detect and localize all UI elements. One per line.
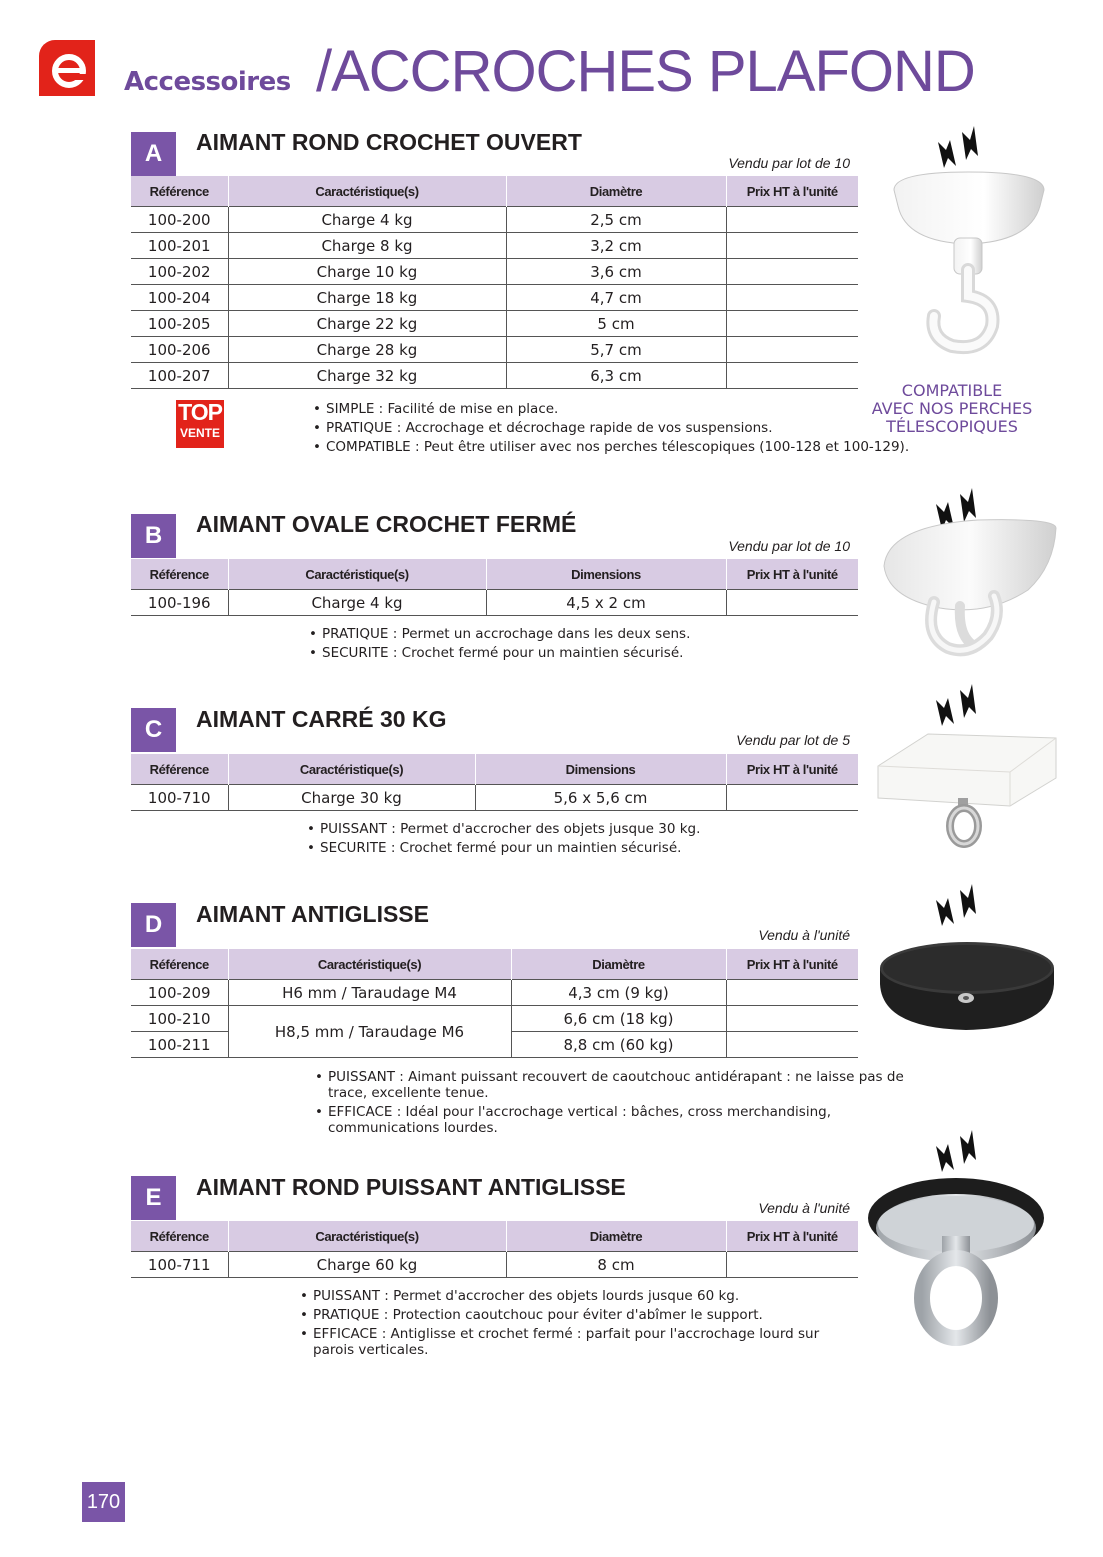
column-header: Dimensions xyxy=(486,559,726,590)
cell-feature: Charge 18 kg xyxy=(228,285,506,311)
feature-text: : Antiglisse et crochet fermé : parfait pour l'accrochage lourd sur parois verticales. xyxy=(313,1326,820,1358)
feature-item xyxy=(315,1104,905,1136)
brand-logo xyxy=(39,40,95,96)
cell-size: 5 cm xyxy=(506,311,726,337)
feature-item xyxy=(313,438,923,457)
cell-size: 4,3 cm (9 kg) xyxy=(511,980,726,1006)
compat-line: TÉLESCOPIQUES xyxy=(886,417,1018,436)
cell-price xyxy=(726,259,858,285)
cell-feature: Charge 4 kg xyxy=(228,207,506,233)
cell-size: 5,7 cm xyxy=(506,337,726,363)
feature-item xyxy=(307,839,867,858)
cell-price xyxy=(726,363,858,389)
feature-item xyxy=(313,400,923,419)
cell-price xyxy=(726,785,858,811)
table-header-row xyxy=(131,176,858,207)
feature-item xyxy=(309,644,869,663)
cell-size: 6,3 cm xyxy=(506,363,726,389)
badge-line-1: TOP xyxy=(178,399,222,425)
cell-reference: 100-711 xyxy=(131,1252,228,1278)
product-image-d xyxy=(874,880,1060,1036)
section-letter: C xyxy=(131,708,176,752)
spec-table xyxy=(131,754,858,811)
spec-table xyxy=(131,176,858,389)
table-header-row xyxy=(131,949,858,980)
table-row xyxy=(131,285,858,311)
product-image-e xyxy=(864,1124,1054,1350)
cell-reference: 100-200 xyxy=(131,207,228,233)
feature-item xyxy=(307,820,867,839)
cell-price xyxy=(726,311,858,337)
section-letter: A xyxy=(131,132,176,176)
column-header: Caractéristique(s) xyxy=(228,176,506,207)
feature-key: EFFICACE xyxy=(328,1104,393,1120)
feature-item xyxy=(300,1288,860,1304)
compat-line: COMPATIBLE xyxy=(901,381,1003,400)
column-header: Prix HT à l'unité xyxy=(726,176,858,207)
cell-feature: Charge 8 kg xyxy=(228,233,506,259)
cell-price xyxy=(726,1252,858,1278)
feature-list xyxy=(315,1069,905,1136)
product-image-c xyxy=(870,680,1060,862)
cell-reference: 100-207 xyxy=(131,363,228,389)
table-header-row xyxy=(131,559,858,590)
cell-price xyxy=(726,980,858,1006)
feature-list xyxy=(313,400,923,457)
feature-text: : Accrochage et décrochage rapide de vos suspensions. xyxy=(392,420,773,436)
cell-feature: Charge 22 kg xyxy=(228,311,506,337)
table-row xyxy=(131,363,858,389)
column-header: Caractéristique(s) xyxy=(228,1221,506,1252)
cell-reference: 100-710 xyxy=(131,785,228,811)
table-row xyxy=(131,233,858,259)
section-letter: D xyxy=(131,903,176,947)
cell-feature: Charge 28 kg xyxy=(228,337,506,363)
column-header: Prix HT à l'unité xyxy=(726,949,858,980)
page-title: /ACCROCHES PLAFOND xyxy=(316,39,975,104)
table-header-row xyxy=(131,1221,858,1252)
column-header: Référence xyxy=(131,559,228,590)
section-title: AIMANT ANTIGLISSE xyxy=(196,901,429,927)
spec-table xyxy=(131,949,858,1058)
cell-reference: 100-204 xyxy=(131,285,228,311)
feature-item xyxy=(300,1307,860,1323)
cell-reference: 100-211 xyxy=(131,1032,228,1058)
sold-by-note: Vendu par lot de 5 xyxy=(736,732,850,748)
feature-text: : Permet un accrochage dans les deux sens. xyxy=(388,626,691,642)
cell-reference: 100-202 xyxy=(131,259,228,285)
cell-size: 3,2 cm xyxy=(506,233,726,259)
top-vente-badge xyxy=(176,400,224,448)
product-image-b xyxy=(878,486,1060,664)
feature-list xyxy=(300,1288,860,1358)
cell-price xyxy=(726,233,858,259)
compatibility-note xyxy=(862,382,1042,436)
cell-feature: Charge 60 kg xyxy=(228,1252,506,1278)
table-row xyxy=(131,980,858,1006)
column-header: Diamètre xyxy=(506,176,726,207)
cell-reference: 100-206 xyxy=(131,337,228,363)
compat-line: AVEC NOS PERCHES xyxy=(871,399,1033,418)
feature-key: PUISSANT xyxy=(320,821,387,837)
feature-list xyxy=(309,625,869,663)
cell-reference: 100-209 xyxy=(131,980,228,1006)
cell-feature: Charge 10 kg xyxy=(228,259,506,285)
cell-reference: 100-210 xyxy=(131,1006,228,1032)
spec-table xyxy=(131,559,858,616)
column-header: Caractéristique(s) xyxy=(228,559,486,590)
cell-size: 2,5 cm xyxy=(506,207,726,233)
feature-list xyxy=(307,820,867,858)
feature-text: : Crochet fermé pour un maintien sécurisé. xyxy=(386,840,682,856)
sold-by-note: Vendu à l'unité xyxy=(758,1200,850,1216)
section-title: AIMANT CARRÉ 30 KG xyxy=(196,706,447,732)
section-title: AIMANT ROND CROCHET OUVERT xyxy=(196,129,582,155)
feature-item xyxy=(313,419,923,438)
column-header: Référence xyxy=(131,949,228,980)
column-header: Caractéristique(s) xyxy=(228,949,511,980)
feature-key: SIMPLE xyxy=(326,401,375,417)
feature-item xyxy=(300,1326,860,1358)
cell-price xyxy=(726,1006,858,1032)
column-header: Diamètre xyxy=(506,1221,726,1252)
section-title: AIMANT ROND PUISSANT ANTIGLISSE xyxy=(196,1174,626,1200)
feature-key: SECURITE xyxy=(320,840,387,856)
cell-reference: 100-205 xyxy=(131,311,228,337)
column-header: Diamètre xyxy=(511,949,726,980)
feature-key: PRATIQUE xyxy=(313,1307,380,1323)
feature-key: SECURITE xyxy=(322,645,389,661)
table-row xyxy=(131,207,858,233)
feature-text: : Facilité de mise en place. xyxy=(374,401,559,417)
table-row xyxy=(131,337,858,363)
section-letter: B xyxy=(131,514,176,558)
cell-size: 4,7 cm xyxy=(506,285,726,311)
feature-text: : Permet d'accrocher des objets jusque 30 kg. xyxy=(386,821,701,837)
feature-item xyxy=(309,625,869,644)
table-row xyxy=(131,1006,858,1032)
magnet-lightning-icon xyxy=(936,684,976,726)
sold-by-note: Vendu par lot de 10 xyxy=(728,155,850,171)
column-header: Référence xyxy=(131,754,228,785)
badge-line-2: VENTE xyxy=(179,426,220,440)
feature-key: EFFICACE xyxy=(313,1326,378,1342)
product-image-a xyxy=(880,120,1060,370)
feature-text: : Peut être utiliser avec nos perches télescopiques (100-128 et 100-129). xyxy=(410,439,910,455)
cell-price xyxy=(726,285,858,311)
cell-price xyxy=(726,1032,858,1058)
section-letter: E xyxy=(131,1176,176,1220)
column-header: Dimensions xyxy=(475,754,726,785)
sold-by-note: Vendu par lot de 10 xyxy=(728,538,850,554)
feature-text: : Idéal pour l'accrochage vertical : bâches, cross merchandising, communications lourdes. xyxy=(328,1104,832,1136)
magnet-lightning-icon xyxy=(936,1130,976,1172)
cell-size: 3,6 cm xyxy=(506,259,726,285)
cell-reference: 100-201 xyxy=(131,233,228,259)
column-header: Référence xyxy=(131,1221,228,1252)
column-header: Prix HT à l'unité xyxy=(726,1221,858,1252)
feature-text: : Permet d'accrocher des objets lourds jusque 60 kg. xyxy=(379,1288,740,1304)
page-number: 170 xyxy=(82,1482,125,1522)
feature-text: : Aimant puissant recouvert de caoutchouc antidérapant : ne laisse pas de trace, excellente tenue. xyxy=(328,1069,904,1101)
table-row xyxy=(131,590,858,616)
feature-key: PUISSANT xyxy=(328,1069,395,1085)
cell-size: 8 cm xyxy=(506,1252,726,1278)
cell-price xyxy=(726,207,858,233)
logo-e-icon xyxy=(39,40,95,96)
magnet-lightning-icon xyxy=(938,126,978,168)
feature-text: : Crochet fermé pour un maintien sécurisé. xyxy=(388,645,684,661)
table-row xyxy=(131,785,858,811)
table-row xyxy=(131,1252,858,1278)
table-header-row xyxy=(131,754,858,785)
table-row xyxy=(131,311,858,337)
cell-feature: Charge 30 kg xyxy=(228,785,475,811)
cell-size: 8,8 cm (60 kg) xyxy=(511,1032,726,1058)
cell-price xyxy=(726,590,858,616)
spec-table xyxy=(131,1221,858,1278)
cell-reference: 100-196 xyxy=(131,590,228,616)
feature-key: PRATIQUE xyxy=(326,420,393,436)
cell-feature: Charge 32 kg xyxy=(228,363,506,389)
cell-size: 5,6 x 5,6 cm xyxy=(475,785,726,811)
feature-key: PUISSANT xyxy=(313,1288,380,1304)
section-title: AIMANT OVALE CROCHET FERMÉ xyxy=(196,511,577,537)
feature-key: COMPATIBLE xyxy=(326,439,411,455)
feature-text: : Protection caoutchouc pour éviter d'abîmer le support. xyxy=(379,1307,763,1323)
cell-size: 4,5 x 2 cm xyxy=(486,590,726,616)
column-header: Prix HT à l'unité xyxy=(726,559,858,590)
cell-price xyxy=(726,337,858,363)
feature-item xyxy=(315,1069,905,1101)
cell-feature: H6 mm / Taraudage M4 xyxy=(228,980,511,1006)
cell-size: 6,6 cm (18 kg) xyxy=(511,1006,726,1032)
magnet-lightning-icon xyxy=(936,884,976,926)
sold-by-note: Vendu à l'unité xyxy=(758,927,850,943)
column-header: Référence xyxy=(131,176,228,207)
table-row xyxy=(131,259,858,285)
cell-feature: Charge 4 kg xyxy=(228,590,486,616)
header-section: Accessoires xyxy=(124,67,291,97)
feature-key: PRATIQUE xyxy=(322,626,389,642)
column-header: Prix HT à l'unité xyxy=(726,754,858,785)
column-header: Caractéristique(s) xyxy=(228,754,475,785)
cell-feature: H8,5 mm / Taraudage M6 xyxy=(228,1006,511,1058)
